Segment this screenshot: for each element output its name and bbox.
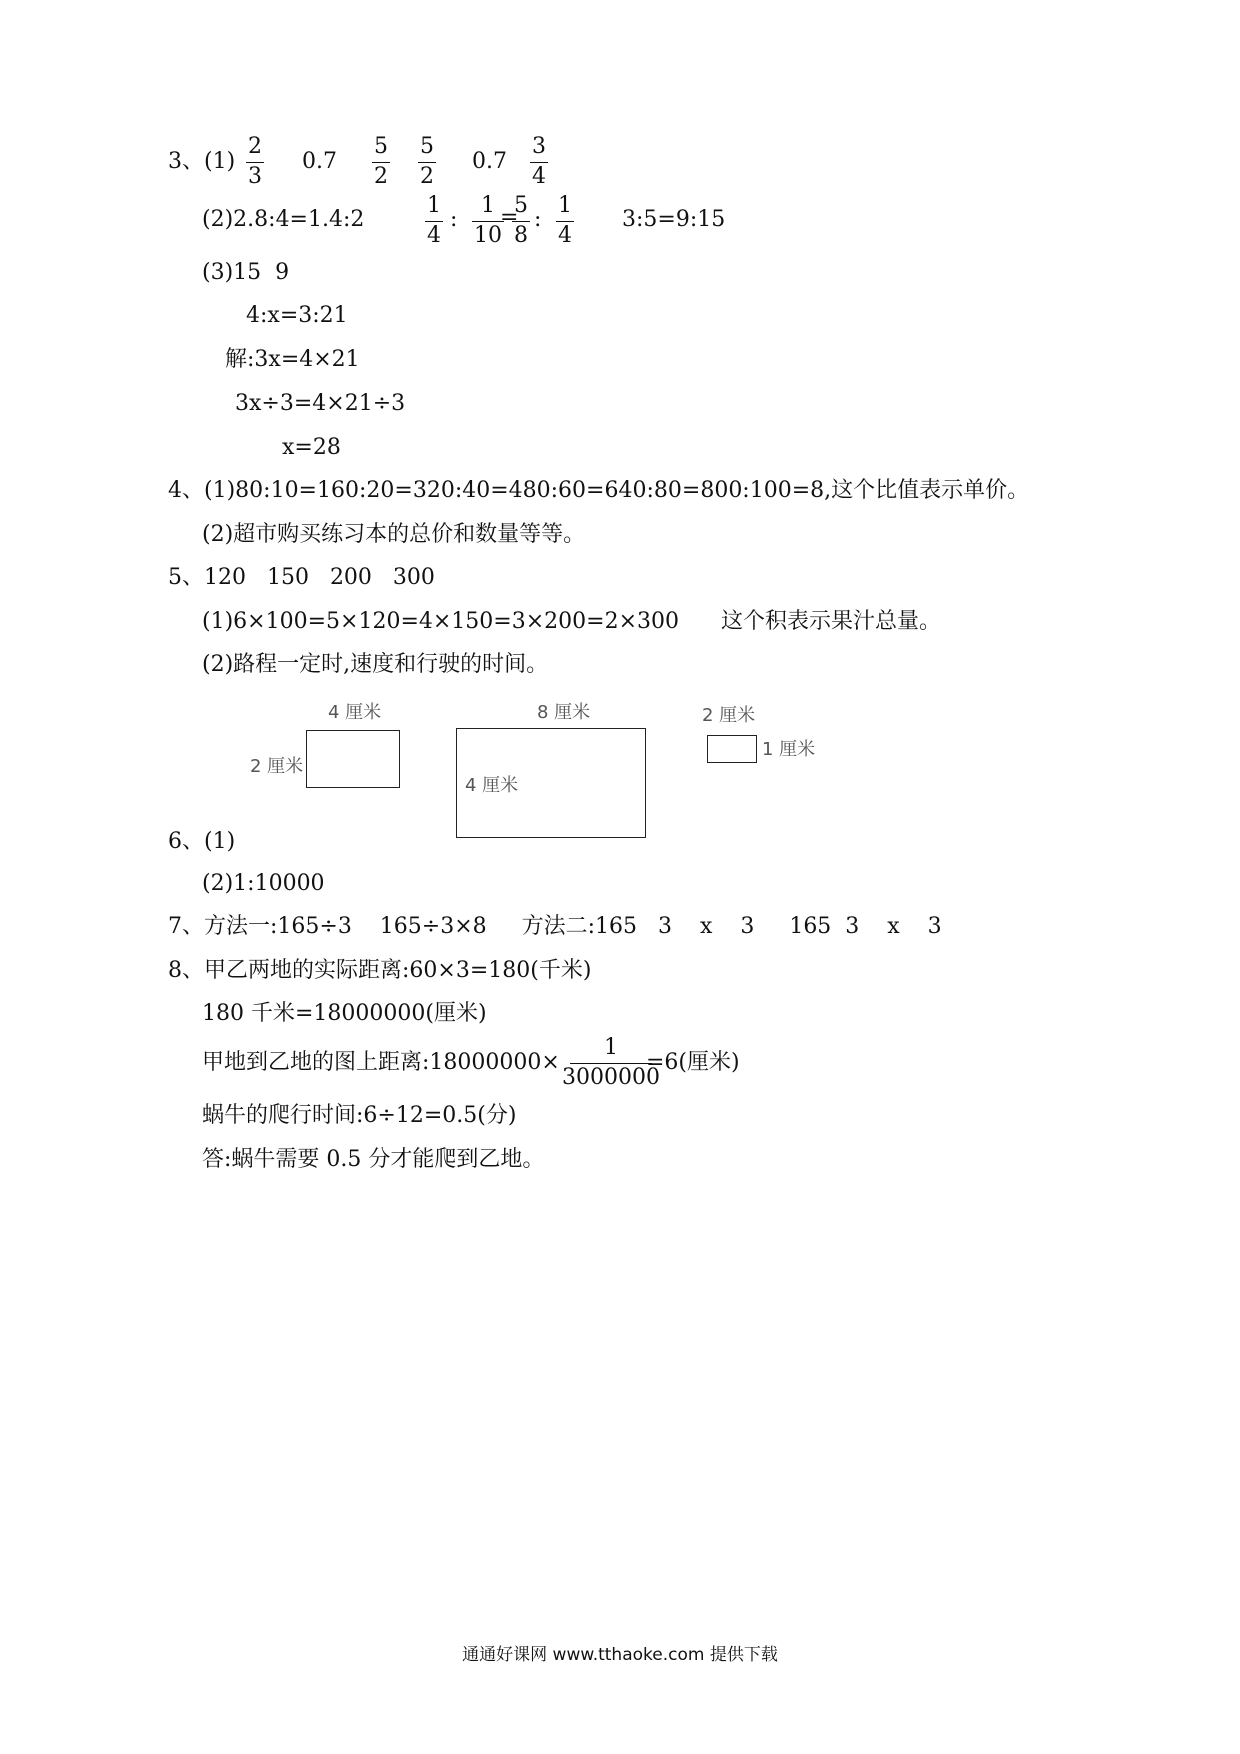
rect2-width-label: 8 厘米 [537, 702, 591, 723]
rectangle-4x2 [306, 730, 400, 788]
q4-line: (2)超市购买练习本的总价和数量等等。 [202, 522, 586, 547]
equals-sign: = [500, 205, 519, 230]
fraction: 1 4 [427, 193, 441, 248]
fraction: 1 10 [474, 193, 502, 248]
q8-line: 180 千米=18000000(厘米) [202, 1001, 487, 1026]
value: 0.7 [302, 149, 337, 174]
q8-line: 8、甲乙两地的实际距离:60×3=180(千米) [168, 958, 592, 983]
equation-line: 3x÷3=4×21÷3 [235, 391, 406, 416]
fraction: 5 2 [420, 134, 434, 189]
q6-line: (2)1:10000 [202, 871, 325, 896]
rect3-width-label: 2 厘米 [702, 705, 756, 726]
fraction: 5 8 [514, 193, 528, 248]
q8-line: 蜗牛的爬行时间:6÷12=0.5(分) [202, 1103, 517, 1128]
value: 0.7 [472, 149, 507, 174]
q8-line: 答:蜗牛需要 0.5 分才能爬到乙地。 [202, 1147, 545, 1172]
rect1-height-label: 2 厘米 [250, 756, 304, 777]
q5-line: (2)路程一定时,速度和行驶的时间。 [202, 652, 549, 677]
q7-line: 7、方法一:165÷3 165÷3×8 方法二:165 3 x 3 165 3 x 3 [168, 914, 942, 939]
equation-line: 解:3x=4×21 [225, 347, 360, 372]
q5-line: (1)6×100=5×120=4×150=3×200=2×300 这个积表示果汁总量。 [202, 609, 941, 634]
ratio-equation: 3:5=9:15 [622, 207, 726, 232]
equation-line: x=28 [282, 435, 341, 460]
equation-line: 4:x=3:21 [246, 303, 348, 328]
ratio-sep: : [450, 207, 458, 232]
rect1-width-label: 4 厘米 [328, 702, 382, 723]
fraction: 1 3000000 [562, 1035, 660, 1090]
rectangle-2x1 [707, 735, 757, 763]
q8-line: 甲地到乙地的图上距离:18000000× [202, 1050, 560, 1075]
footer-watermark: 通通好课网 www.tthaoke.com 提供下载 [462, 1645, 778, 1665]
q3-part2-label: (2)2.8:4=1.4:2 [202, 207, 365, 232]
q6-line: 6、(1) [168, 829, 236, 854]
fraction: 5 2 [374, 134, 388, 189]
q8-line: =6(厘米) [646, 1050, 740, 1075]
q5-line: 5、120 150 200 300 [168, 565, 435, 590]
fraction: 1 4 [558, 193, 572, 248]
fraction: 2 3 [248, 134, 262, 189]
ratio-sep: : [534, 207, 542, 232]
fraction: 3 4 [532, 134, 546, 189]
q3-part3-label: (3)15 9 [202, 260, 290, 285]
q4-line: 4、(1)80:10=160:20=320:40=480:60=640:80=800:100=8,这个比值表示单价。 [168, 478, 1030, 503]
rect2-height-label: 4 厘米 [465, 775, 519, 796]
q3-part1-label: 3、(1) [168, 149, 236, 174]
rect3-height-label: 1 厘米 [762, 739, 816, 760]
